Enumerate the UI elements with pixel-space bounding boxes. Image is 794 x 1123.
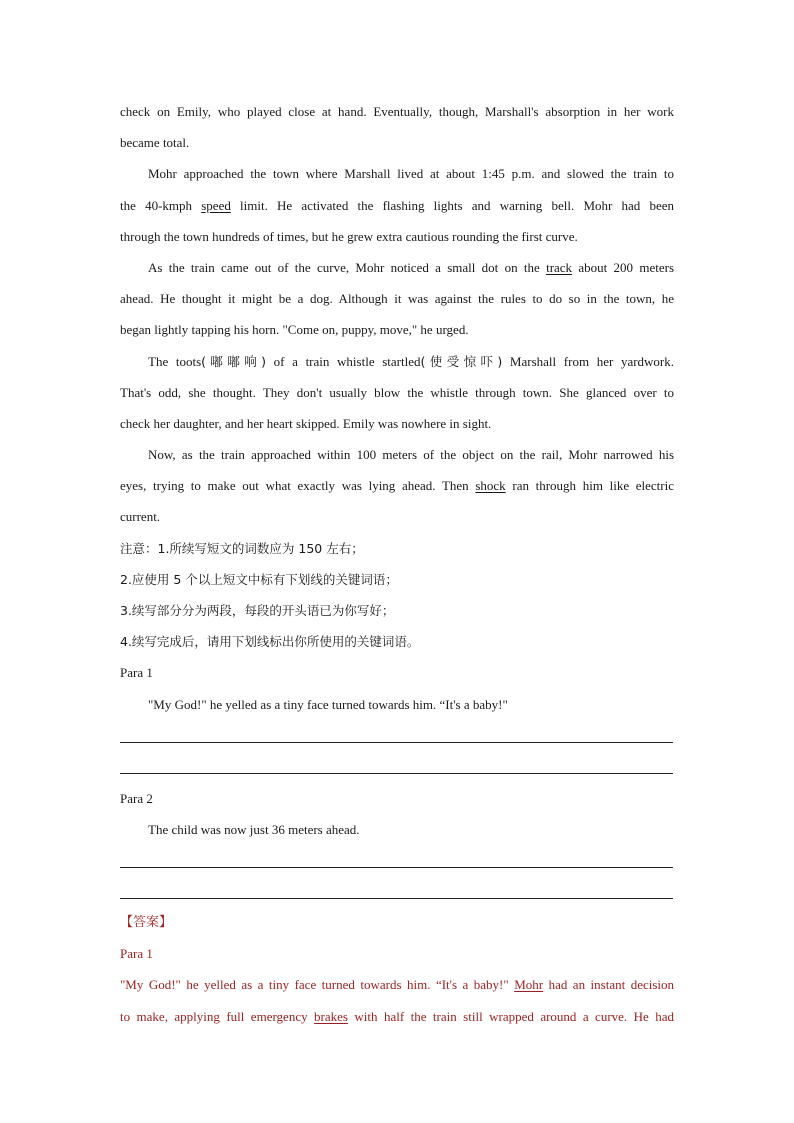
para2-label: Para 2 [120,791,153,806]
keyword-speed: speed [201,197,231,213]
para1-label: Para 1 [120,665,153,681]
answer-text: to make, applying full emergency [120,1008,308,1024]
passage-line: That's odd, she thought. They don't usually blow the whistle through town. She glanced over to [120,384,674,400]
passage-line [120,190,674,221]
passage-line: through the town hundreds of times, but he grew extra cautious rounding the first curve. [120,228,578,244]
passage-line [120,252,674,283]
gloss-chinese: (嘟嘟响) [201,353,267,369]
answer-line [120,969,674,1000]
passage-line: ahead. He thought it might be a dog. Although it was against the rules to do so in the town, he [120,291,674,307]
passage-line: check her daughter, and her heart skipped. Emily was nowhere in sight. [120,415,492,431]
passage-line: current. [120,509,161,525]
passage-text: The toots [148,353,202,369]
answer-text: had an instant decision [548,977,674,993]
note-line: 4.续写完成后，请用下划线标出你所使用的关键词语。 [120,634,420,650]
note-line: 注意：1.所续写短文的词数应为 150 左右； [120,540,364,556]
keyword-brakes: brakes [314,1008,348,1024]
passage-line: check on Emily, who played close at hand. Eventually, though, Marshall's absorption in her work [120,104,674,119]
document-page [120,96,674,720]
passage-line: Now, as the train approached within 100 meters of the object on the rail, Mohr narrowed his [148,447,674,463]
writing-line [120,773,673,774]
para2-block [120,783,674,845]
answer-para-label: Para 1 [120,946,153,962]
passage-line: Mohr approached the town where Marshall lived at about 1:45 p.m. and slowed the train to [148,166,674,182]
answer-text: "My God!" he yelled as a tiny face turned towards him. “It's a baby!" [120,977,509,993]
writing-line [120,898,673,899]
passage-text: eyes, trying to make out what exactly was lying ahead. Then [120,478,469,494]
answer-block [120,907,674,1032]
keyword-mohr: Mohr [514,977,544,993]
passage-text: limit. He activated the flashing lights and warning bell. Mohr had been [240,197,674,213]
note-line: 3.续写部分分为两段，每段的开头语已为你写好； [120,603,395,618]
writing-line [120,742,673,743]
passage-text: of a train whistle startled [273,353,421,369]
keyword-shock: shock [475,478,506,494]
answer-heading: 【答案】 [120,915,173,930]
passage-text: Marshall from her yardwork. [509,353,674,369]
para1-opening: "My God!" he yelled as a tiny face turned towards him. “It's a baby!" [148,696,508,712]
passage-line [120,470,674,501]
passage-line: became total. [120,135,190,151]
gloss-chinese: (使受惊吓) [420,353,503,369]
answer-text: with half the train still wrapped around a curve. He had [354,1008,674,1024]
keyword-track: track [546,259,573,275]
passage-line [120,346,674,377]
para2-opening: The child was now just 36 meters ahead. [148,822,360,838]
passage-line: began lightly tapping his horn. "Come on, puppy, move," he urged. [120,322,469,338]
answer-line [120,1001,674,1032]
passage-text: ran through him like electric [512,478,674,494]
passage-text: the 40-kmph [120,197,193,213]
passage-text: As the train came out of the curve, Mohr noticed a small dot on the [148,259,540,275]
note-line: 2.应使用 5 个以上短文中标有下划线的关键词语； [120,571,398,587]
writing-line [120,867,673,868]
passage-text: about 200 meters [578,259,674,275]
